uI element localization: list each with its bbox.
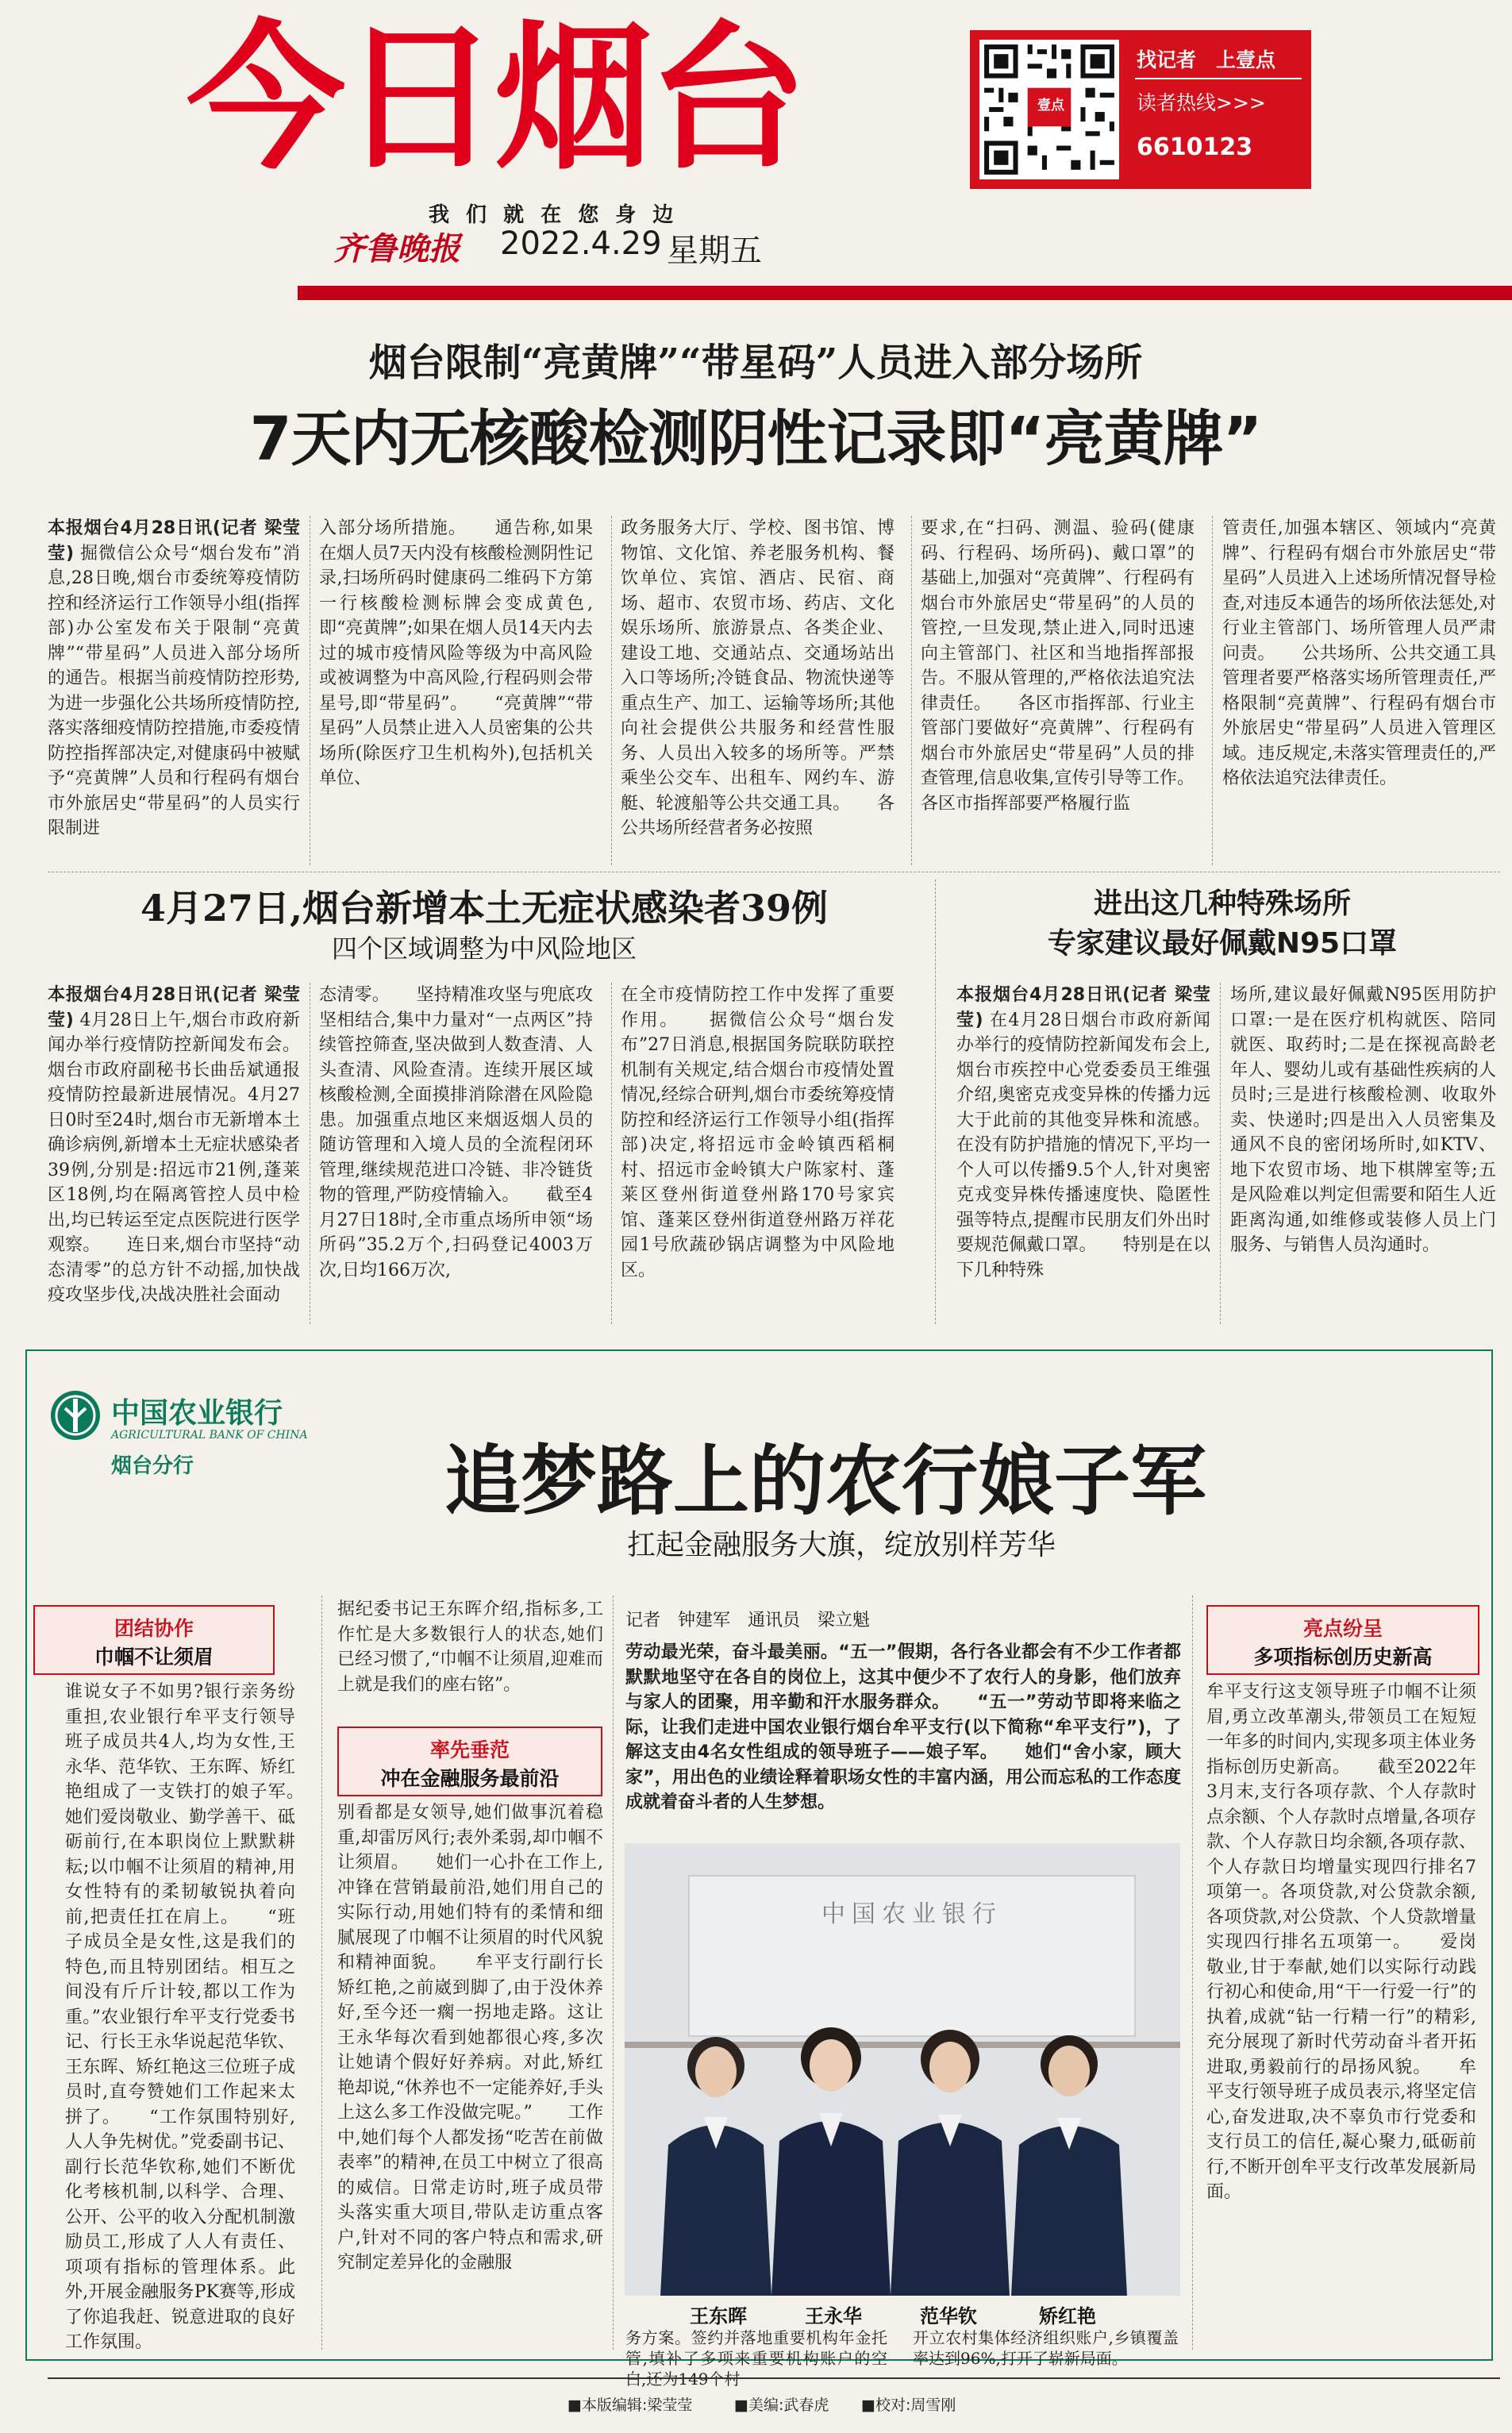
lead-column-1 — [48, 516, 300, 869]
masthead-slogan: 我 们 就 在 您 身 边 — [429, 203, 679, 227]
footer-editor: ■本版编辑:梁莹莹 — [567, 2396, 693, 2414]
abc-logo-icon — [49, 1389, 102, 1442]
lead-column-2: 入部分场所措施。 通告称,如果在烟人员7天内没有核酸检测阴性记录,扫场所码时健康码二维码下方第一行核酸检测标牌会变成黄色,即“亮黄牌”;如果在烟人员14天内去过的城市疫情风险等级为中高风险或被调整为中高风险,行程码则会带星号,即“带星码”。 “亮黄牌”“带星码”人员禁止进入人员密集的公共场所(除医疗卫生机构外),包括机关单位、 — [319, 518, 593, 788]
adv-intro: 劳动最光荣，奋斗最美丽。“五一”假期，各行各业都会有不少工作者都默默地坚守在各自的岗位上，这其中便少不了农行人的身影，他们放弃与家人的团聚，用辛勤和汗水服务群众。 “五一”劳动节即将来临之际，让我们走进中国农业银行烟台牟平支行(以下简称“牟平支行”)，了解这支由4名女性组成的领导班子——娘子军。 她们“舍小家，顾大家”，用出色的业绩诠释着职场女性的丰富内涵，用公而忘私的工作态度成就着奋斗者的人生梦想。 — [625, 1642, 1181, 1812]
photo-caption-3: 范华钦 — [920, 2305, 977, 2327]
lead-column-4: 要求,在“扫码、测温、验码(健康码、行程码、场所码)、戴口罩”的基础上,加强对“亮黄牌”、行程码有烟台市外旅居史“带星码”的人员的管控,一旦发现,禁止进入,同时迅速向主管部门、社区和当地指挥部报告。不服从管理的,严格依法追究法律责任。 各区市指挥部、行业主管部门要做好“亮黄牌”、行程码有烟台市外旅居史“带星码”人员的排查管理,信息收集,宣传引导等工作。各区市指挥部要严格履行监 — [921, 518, 1195, 814]
story2-column-1 — [48, 983, 300, 1324]
story2-subhead: 四个区域调整为中风险地区 — [331, 934, 637, 964]
photo-caption-4: 矫红艳 — [1039, 2305, 1096, 2327]
story2-column-2: 态清零。 坚持精准攻坚与兜底攻坚相结合,集中力量对“一点两区”持续管控筛查,坚决做到人数查清、人头查清、风险查清。连续开展区域核酸检测,全面摸排消除潜在风险隐患。加强重点地区来烟返烟人员的随访管理和入境人员的全流程闭环管理,继续规范进口冷链、非冷链货物的管理,严防疫情输入。 截至4月27日18时,全市重点场所申领“场所码”35.2万个,扫码登记4003万次,日均166万次, — [319, 985, 593, 1280]
story2-headline: 4月27日,烟台新增本土无症状感染者39例 — [140, 887, 829, 930]
adv-byline: 记者 钟建军 通讯员 梁立魁 — [625, 1611, 871, 1630]
col-divider — [1192, 1596, 1193, 2350]
abc-logo — [49, 1389, 102, 1445]
issue-weekday: 星期五 — [667, 233, 762, 269]
team-photo — [625, 1843, 1180, 2296]
col-divider — [1220, 983, 1221, 1324]
col-divider — [935, 880, 936, 1324]
qr-badge: 壹点 — [1037, 98, 1064, 114]
masthead-rule — [298, 286, 1512, 300]
footer-rule — [48, 2377, 1500, 2379]
masthead-title: 今日烟台 — [187, 6, 803, 191]
hotline-divider — [1135, 78, 1302, 79]
lead-dateline: 本报烟台4月28日讯(记者 梁莹莹) — [48, 518, 300, 564]
advertorial-subhead: 扛起金融服务大旗，绽放别样芳华 — [627, 1529, 1056, 1561]
story2-column-3: 在全市疫情防控工作中发挥了重要作用。 据微信公众号“烟台发布”27日消息,根据国务院联防联控机制有关规定,结合烟台市疫情处置情况,经综合研判,烟台市委统筹疫情防控和经济运行工作领导小组(指挥部)决定,将招远市金岭镇西稻桐村、招远市金岭镇大户陈家村、蓬莱区登州街道登州路170号家宾馆、蓬莱区登州街道登州路万祥花园1号欣蔬砂锅店调整为中风险地区。 — [621, 985, 895, 1280]
story3-text-1: 在4月28日烟台市政府新闻办举行的疫情防控新闻发布会上,烟台市疾控中心党委委员王维强介绍,奥密克戎变异株的传播力远大于此前的其他变异株和流感。在没有防护措施的情况下,平均一个人可以传播9.5个人,针对奥密克戎变异株传播速度快、隐匿性强等特点,提醒市民朋友们外出时要规范佩戴口罩。 特别是在以下几种特殊 — [956, 1010, 1210, 1280]
col-divider — [911, 516, 912, 865]
lead-text-1: 掘微信公众号“烟台发布”消息,28日晚,烟台市委统筹疫情防控和经济运行工作领导小组(指挥部)办公室发布关于限制“亮黄牌”“带星码”人员进入部分场所的通告。根据当前疫情防控形势,为进一步强化公共场所疫情防控,落实落细疫情防控措施,市委疫情防控指挥部决定,对健康码中被赋予“亮黄牌”人员和行程码有烟台市外旅居史“带星码”的人员实行限制进 — [48, 543, 300, 838]
lead-kicker: 烟台限制“亮黄牌”“带星码”人员进入部分场所 — [368, 341, 1143, 385]
story3-dateline: 本报烟台4月28日讯(记者 梁莹莹) — [956, 985, 1210, 1030]
adv-column-2b: 别看都是女领导,她们做事沉着稳重,却雷厉风行;表外柔弱,却巾帼不让须眉。 她们一心扑在工作上,冲锋在营销最前沿,她们用自己的实际行动,用她们特有的柔情和细腻展现了巾帼不让须眉的时代风貌和精神面貌。 牟平支行副行长矫红艳,之前崴到脚了,由于没休养好,至今还一瘸一拐地走路。这让王永华每次看到她都很心疼,多次让她请个假好好养病。对此,矫红艳却说,“休养也不一定能养好,手头上这么多工作没做完呢。” 工作中,她们每个人都发扬“吃苦在前做表率”的精神,在员工中树立了很高的威信。日常走访时,班子成员带头落实重大项目,带队走访重点客户,针对不同的客户特点和需求,研究制定差异化的金融服 — [337, 1803, 603, 2273]
story3-column-2: 场所,建议最好佩戴N95医用防护口罩:一是在医疗机构就医、陪同就医、取药时;二是在探视高龄老年人、婴幼儿或有基础性疾病的人员时;三是进行核酸检测、收取外卖、快递时;四是出入人员密集及通风不良的密闭场所时,如KTV、地下农贸市场、地下棋牌室等;五是风险难以判定但需要和陌生人近距离沟通,如维修或装修人员上门服务、与销售人员沟通时。 — [1230, 985, 1496, 1255]
adv-column-5: 牟平支行这支领导班子巾帼不让须眉,勇立改革潮头,带领员工在短短一年多的时间内,实现多项主体业务指标创历史新高。 截至2022年3月末,支行各项存款、个人存款时点余额、个人存款时点增量,各项存款、个人存款日均余额,各项存款、个人存款日均增量实现四行排名7项第一。各项贷款,对公贷款余额,各项贷款,对公贷款、个人贷款增量实现四行排名五项第一。 爱岗敬业,甘于奉献,她们以实际行动践行初心和使命,用“干一行爱一行”的执着,成就“钻一行精一行”的精彩,充分展现了新时代劳动奋斗者开拓进取,勇毅前行的昂扬风貌。 牟平支行领导班子成员表示,将坚定信心,奋发进取,决不辜负市行党委和支行员工的信任,凝心聚力,砥砺前行,不断开创牟平支行改革发展新局面。 — [1206, 1682, 1476, 2202]
section-label-1 — [33, 1605, 275, 1675]
story3-headline-line2: 专家建议最好佩戴N95口罩 — [1047, 927, 1398, 960]
qr-code — [979, 40, 1119, 179]
photo-backdrop-text: 中国农业银行 — [821, 1900, 1002, 1928]
lead-headline: 7天内无核酸检测阴性记录即“亮黄牌” — [249, 403, 1262, 474]
footer-designer: ■美编:武春虎 — [734, 2396, 829, 2414]
lead-column-5: 管责任,加强本辖区、领域内“亮黄牌”、行程码有烟台市外旅居史“带星码”人员进入上述场所情况督导检查,对违反本通告的场所依法惩处,对行业主管部门、场所管理人员严肃问责。 公共场所、公共交通工具管理者要严格落实场所管理责任,严格限制“亮黄牌”、行程码有烟台市外旅居史“带星码”人员进入管理区域。违反规定,未落实管理责任的,严格依法追究法律责任。 — [1222, 518, 1496, 788]
section-label-3-line1: 亮点纷呈 — [1302, 1617, 1383, 1640]
lead-column-3: 政务服务大厅、学校、图书馆、博物馆、文化馆、养老服务机构、餐饮单位、宾馆、酒店、民宿、商场、超市、农贸市场、药店、文化娱乐场所、旅游景点、各类企业、建设工地、交通站点、交通场站出入口等场所;冷链食品、物流快递等重点生产、加工、运输等场所;其他向社会提供公共服务和经营性服务、人员出入较多的场所等。严禁乘坐公交车、出租车、网约车、游艇、轮渡船等公共交通工具。 各公共场所经营者务必按照 — [621, 518, 895, 838]
section-label-2-line2: 冲在金融服务最前沿 — [380, 1767, 560, 1790]
story2-dateline: 本报烟台4月28日讯(记者 梁莹莹) — [48, 985, 300, 1030]
paper-name-logo: 齐鲁晚报 — [333, 230, 460, 268]
adv-column-1: 谁说女子不如男?银行亲务纷重担,农业银行牟平支行领导班子成员共4人,均为女性,王永华、范华钦、王东晖、矫红艳组成了一支铁打的娘子军。 她们爱岗敬业、勤学善干、砥砺前行,在本职岗位上默默耕耘;以巾帼不让须眉的精神,用女性特有的柔韧敏锐执着向前,把责任扛在肩上。 “班子成员全是女性,这是我们的特色,而且特别团结。相互之间没有斤斤计较,都以工作为重。”农业银行牟平支行党委书记、行长王永华说起范华钦、王东晖、矫红艳这三位班子成员时,直夸赞她们工作起来太拼了。 “工作氛围特别好,人人争先树优。”党委副书记、副行长范华钦称,她们不断优化考核机制,以科学、合理、公开、公平的收入分配机制激励员工,形成了人人有责任、项项有指标的管理体系。此外,开展金融服务PK赛等,形成了你追我赶、锐意进取的良好工作氛围。 — [65, 1682, 331, 2352]
story3-headline-line1: 进出这几种特殊场所 — [1093, 887, 1351, 920]
adv-column-3: 务方案。签约并落地重要机构年金托管,填补了多项来重要机构账户的空白,还为149个村 — [625, 2328, 887, 2389]
col-divider — [611, 983, 612, 1324]
bank-branch: 烟台分行 — [111, 1454, 194, 1478]
hotline-label: 读者热线>>> — [1137, 91, 1266, 114]
section-label-3 — [1206, 1605, 1479, 1675]
section-label-1-line1: 团结协作 — [113, 1617, 194, 1640]
photo-caption-2: 王永华 — [805, 2305, 862, 2327]
col-divider — [613, 1596, 614, 2350]
section-label-3-line2: 多项指标创历史新高 — [1253, 1646, 1433, 1669]
bank-name-en: AGRICULTURAL BANK OF CHINA — [111, 1429, 308, 1442]
adv-column-2a: 据纪委书记王东晖介绍,指标多,工作忙是大多数银行人的状态,她们已经习惯了,“巾帼不让须眉,迎难而上就是我们的座右铭”。 — [337, 1600, 603, 1695]
col-divider — [321, 1596, 322, 2350]
section-label-1-line2: 巾帼不让须眉 — [94, 1646, 214, 1669]
photo-caption-1: 王东晖 — [690, 2305, 747, 2327]
story2-text-1: 4月28日上午,烟台市政府新闻办举行疫情防控新闻发布会。烟台市政府副秘书长曲岳斌通报疫情防控最新进展情况。4月27日0时至24时,烟台市无新增本土确诊病例,新增本土无症状感染者39例,分别是:招远市21例,蓬莱区18例,均在隔离管控人员中检出,均已转运至定点医院进行医学观察。 连日来,烟台市坚持“动态清零”的总方针不动摇,加快战疫攻坚步伐,决战决胜社会面动 — [48, 1010, 300, 1305]
bank-name-cn: 中国农业银行 — [111, 1396, 283, 1430]
advertorial-headline: 追梦路上的农行娘子军 — [444, 1436, 1206, 1526]
story3-column-1 — [956, 983, 1210, 1324]
hotline-number: 6610123 — [1137, 133, 1253, 161]
col-divider — [1212, 516, 1213, 865]
col-divider — [611, 516, 612, 865]
issue-date: 2022.4.29 — [500, 225, 662, 262]
hotline-head: 找记者 上壹点 — [1137, 48, 1276, 71]
section-label-2 — [337, 1727, 602, 1796]
footer-proofreader: ■校对:周雪刚 — [861, 2396, 956, 2414]
section-label-2-line1: 率先垂范 — [429, 1738, 510, 1761]
adv-column-4: 开立农村集体经济组织账户,乡镇覆盖率达到96%,打开了崭新局面。 — [913, 2328, 1179, 2368]
hotline-box — [970, 30, 1311, 189]
photo-people — [625, 1970, 1180, 2296]
